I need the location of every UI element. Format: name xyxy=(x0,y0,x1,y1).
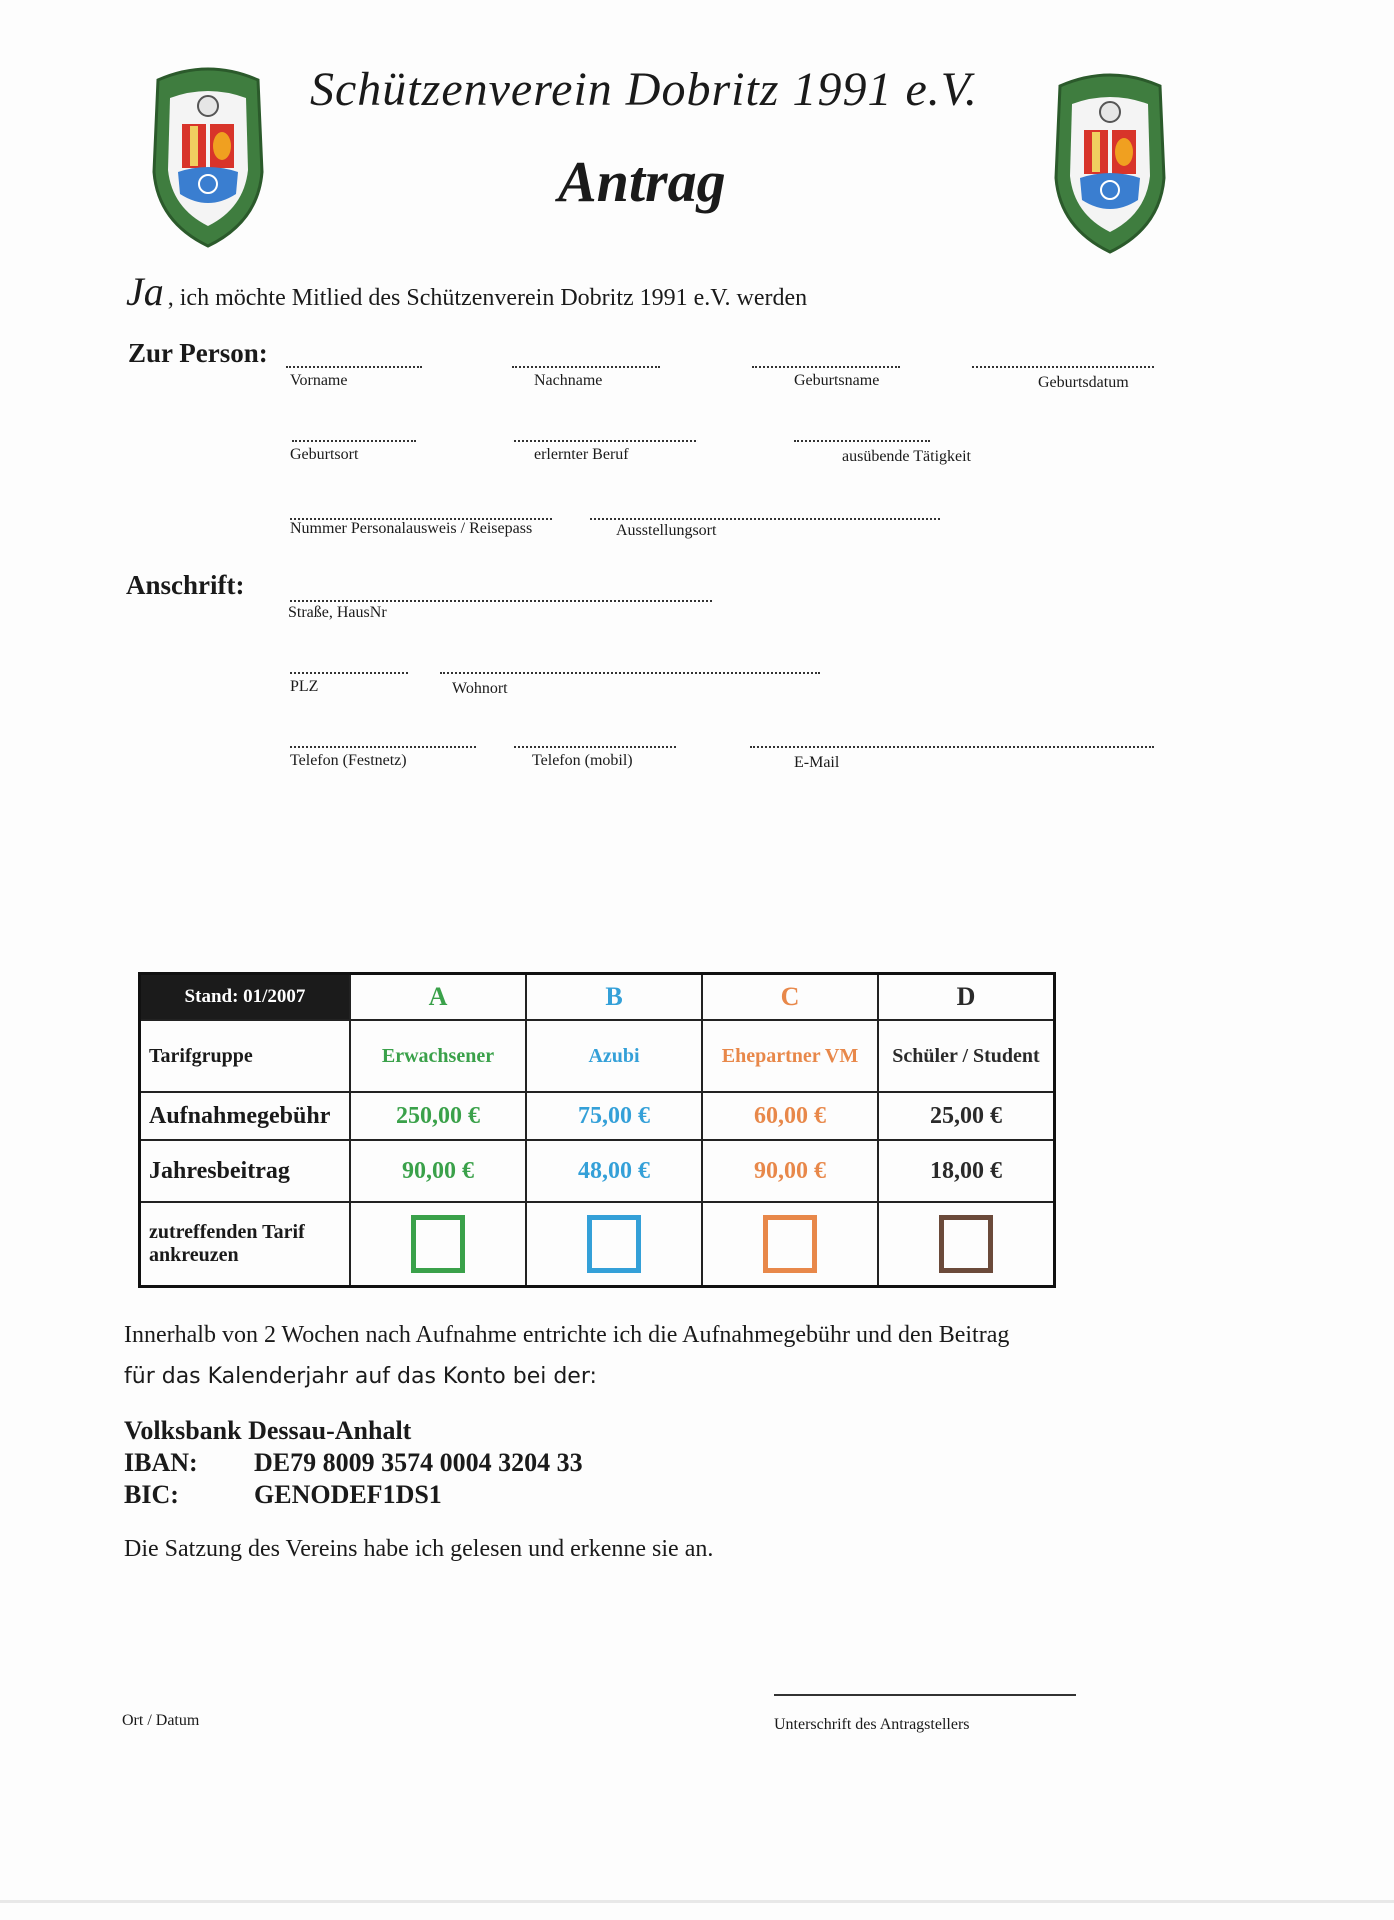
signature-field[interactable] xyxy=(774,1694,1076,1696)
club-name: Schützenverein Dobritz 1991 e.V. xyxy=(310,63,978,116)
tariff-group-a: Erwachsener xyxy=(350,1020,526,1092)
tariff-checkbox-b[interactable] xyxy=(587,1215,641,1273)
club-crest-right-icon xyxy=(1040,68,1180,258)
tariff-fee-c: 60,00 € xyxy=(702,1092,878,1140)
mobil-label: Telefon (mobil) xyxy=(532,752,633,769)
tariff-yearly-b: 48,00 € xyxy=(526,1140,702,1202)
document-title: Antrag xyxy=(558,149,726,214)
ankreuzen-line2: ankreuzen xyxy=(149,1244,239,1266)
festnetz-field[interactable] xyxy=(290,746,476,748)
iban-value: DE79 8009 3574 0004 3204 33 xyxy=(254,1448,583,1477)
place-date-label: Ort / Datum xyxy=(122,1712,200,1729)
ausstellungsort-label: Ausstellungsort xyxy=(616,522,717,539)
geburtsdatum-label: Geburtsdatum xyxy=(1038,374,1129,391)
tariff-yearly-c: 90,00 € xyxy=(702,1140,878,1202)
section-person-label: Zur Person: xyxy=(128,338,268,368)
wohnort-field[interactable] xyxy=(440,672,820,674)
geburtsname-field[interactable] xyxy=(752,366,900,368)
tariff-letter-c: C xyxy=(702,974,878,1021)
section-anschrift-label: Anschrift: xyxy=(126,570,245,600)
strasse-label: Straße, HausNr xyxy=(288,604,387,621)
nachname-field[interactable] xyxy=(512,366,660,368)
tariff-group-b: Azubi xyxy=(526,1020,702,1092)
intro-ja: Ja xyxy=(126,269,164,314)
tariff-checkbox-a[interactable] xyxy=(411,1215,465,1273)
bank-name: Volksbank Dessau-Anhalt xyxy=(124,1416,412,1445)
geburtsdatum-field[interactable] xyxy=(972,366,1154,368)
geburtsort-field[interactable] xyxy=(292,440,416,442)
bic-value: GENODEF1DS1 xyxy=(254,1480,442,1509)
row-label-tarifgruppe: Tarifgruppe xyxy=(140,1020,351,1092)
plz-label: PLZ xyxy=(290,678,319,695)
beruf-field[interactable] xyxy=(514,440,696,442)
tariff-letter-b: B xyxy=(526,974,702,1021)
tariff-table xyxy=(138,972,1056,1288)
tariff-group-d: Schüler / Student xyxy=(878,1020,1055,1092)
payment-line1: Innerhalb von 2 Wochen nach Aufnahme entrichte ich die Aufnahmegebühr und den Beitrag xyxy=(124,1322,1010,1348)
intro-text: , ich möchte Mitlied des Schützenverein Dobritz 1991 e.V. werden xyxy=(167,285,808,311)
scan-edge-divider xyxy=(0,1900,1394,1903)
statute-statement: Die Satzung des Vereins habe ich gelesen und erkenne sie an. xyxy=(124,1536,714,1562)
wohnort-label: Wohnort xyxy=(452,680,508,697)
festnetz-label: Telefon (Festnetz) xyxy=(290,752,407,769)
intro-sentence xyxy=(126,268,807,315)
tariff-group-c: Ehepartner VM xyxy=(702,1020,878,1092)
tariff-stand: Stand: 01/2007 xyxy=(140,974,351,1021)
tariff-checkbox-c[interactable] xyxy=(763,1215,817,1273)
strasse-field[interactable] xyxy=(290,600,712,602)
row-label-ankreuzen xyxy=(140,1202,351,1287)
taetigkeit-field[interactable] xyxy=(794,440,930,442)
tariff-fee-b: 75,00 € xyxy=(526,1092,702,1140)
tariff-fee-a: 250,00 € xyxy=(350,1092,526,1140)
tariff-letter-a: A xyxy=(350,974,526,1021)
geburtsname-label: Geburtsname xyxy=(794,372,880,389)
row-label-jahresbeitrag: Jahresbeitrag xyxy=(140,1140,351,1202)
club-crest-left-icon xyxy=(138,62,278,252)
ausweis-label: Nummer Personalausweis / Reisepass xyxy=(290,520,533,537)
beruf-label: erlernter Beruf xyxy=(534,446,629,463)
email-field[interactable] xyxy=(750,746,1154,748)
nachname-label: Nachname xyxy=(534,372,603,389)
taetigkeit-label: ausübende Tätigkeit xyxy=(842,448,971,465)
email-label: E-Mail xyxy=(794,754,840,771)
ankreuzen-line1: zutreffenden Tarif xyxy=(149,1221,305,1243)
vorname-field[interactable] xyxy=(286,366,422,368)
row-label-aufnahmegebuehr: Aufnahmegebühr xyxy=(140,1092,351,1140)
tariff-letter-d: D xyxy=(878,974,1055,1021)
bic-label: BIC: xyxy=(124,1480,179,1509)
signature-label: Unterschrift des Antragstellers xyxy=(774,1716,970,1733)
tariff-fee-d: 25,00 € xyxy=(878,1092,1055,1140)
vorname-label: Vorname xyxy=(290,372,348,389)
tariff-yearly-a: 90,00 € xyxy=(350,1140,526,1202)
tariff-checkbox-d[interactable] xyxy=(939,1215,993,1273)
ausstellungsort-field[interactable] xyxy=(590,518,940,520)
payment-line2: für das Kalenderjahr auf das Konto bei der: xyxy=(124,1364,597,1389)
tariff-yearly-d: 18,00 € xyxy=(878,1140,1055,1202)
plz-field[interactable] xyxy=(290,672,408,674)
mobil-field[interactable] xyxy=(514,746,676,748)
iban-label: IBAN: xyxy=(124,1448,198,1477)
geburtsort-label: Geburtsort xyxy=(290,446,359,463)
